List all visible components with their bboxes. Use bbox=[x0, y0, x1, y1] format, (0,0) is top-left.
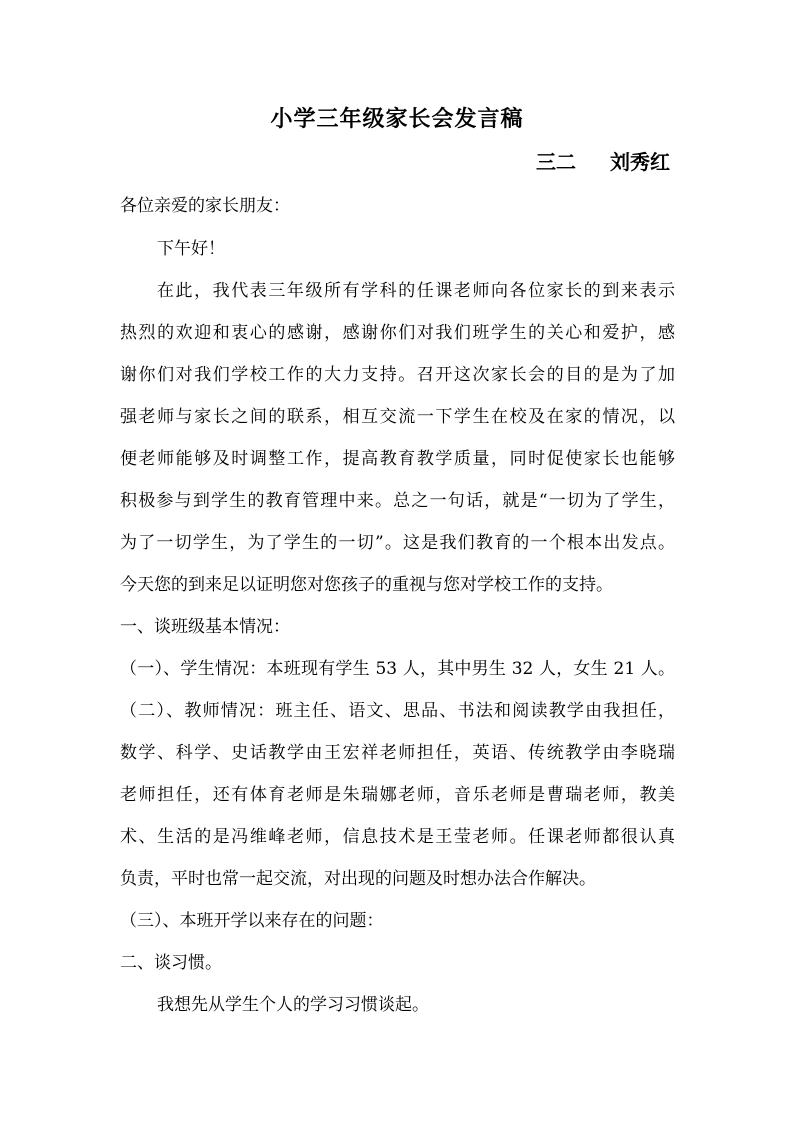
paragraph-line: 术、生活的是冯维峰老师，信息技术是王莹老师。任课老师都很认真 bbox=[120, 827, 675, 847]
paragraph-line: 老师担任，还有体育老师是朱瑞娜老师，音乐老师是曹瑞老师，教美 bbox=[120, 785, 675, 805]
paragraph-line: 积极参与到学生的教育管理中来。总之一句话，就是“一切为了学生， bbox=[120, 491, 675, 511]
salutation-line: 下午好！ bbox=[157, 239, 225, 259]
paragraph-line: 便老师能够及时调整工作，提高教育教学质量，同时促使家长也能够 bbox=[120, 449, 675, 469]
greeting-line: 各位亲爱的家长朋友： bbox=[120, 196, 290, 216]
paragraph-line: 谢你们对我们学校工作的大力支持。召开这次家长会的目的是为了加 bbox=[120, 365, 675, 385]
paragraph-line: 负责，平时也常一起交流，对出现的问题及时想办法合作解决。 bbox=[120, 869, 596, 889]
author-name: 刘秀红 bbox=[610, 150, 670, 174]
paragraph-line: 数学、科学、史话教学由王宏祥老师担任，英语、传统教学由李晓瑞 bbox=[120, 743, 675, 763]
document-title: 小学三年级家长会发言稿 bbox=[270, 106, 524, 132]
paragraph-line: 我想先从学生个人的学习习惯谈起。 bbox=[157, 995, 429, 1015]
paragraph-line: 热烈的欢迎和衷心的感谢，感谢你们对我们班学生的关心和爱护，感 bbox=[120, 323, 675, 343]
paragraph-line: 强老师与家长之间的联系，相互交流一下学生在校及在家的情况，以 bbox=[120, 407, 675, 427]
paragraph-line: 在此，我代表三年级所有学科的任课老师向各位家长的到来表示 bbox=[157, 281, 675, 301]
paragraph-line: 为了一切学生，为了学生的一切”。这是我们教育的一个根本出发点。 bbox=[120, 533, 675, 553]
section-heading: 二、谈习惯。 bbox=[120, 953, 222, 973]
subsection-heading: （三）、本班开学以来存在的问题： bbox=[120, 911, 384, 931]
paragraph-line: 今天您的到来足以证明您对您孩子的重视与您对学校工作的支持。 bbox=[120, 575, 613, 595]
author-class: 三二 bbox=[536, 150, 576, 174]
section-heading: 一、谈班级基本情况： bbox=[120, 617, 290, 637]
paragraph-line: （二）、教师情况：班主任、语文、思品、书法和阅读教学由我担任， bbox=[120, 701, 675, 721]
paragraph-line: （一）、学生情况：本班现有学生 53 人，其中男生 32 人，女生 21 人。 bbox=[120, 659, 675, 679]
author-line bbox=[536, 146, 670, 175]
